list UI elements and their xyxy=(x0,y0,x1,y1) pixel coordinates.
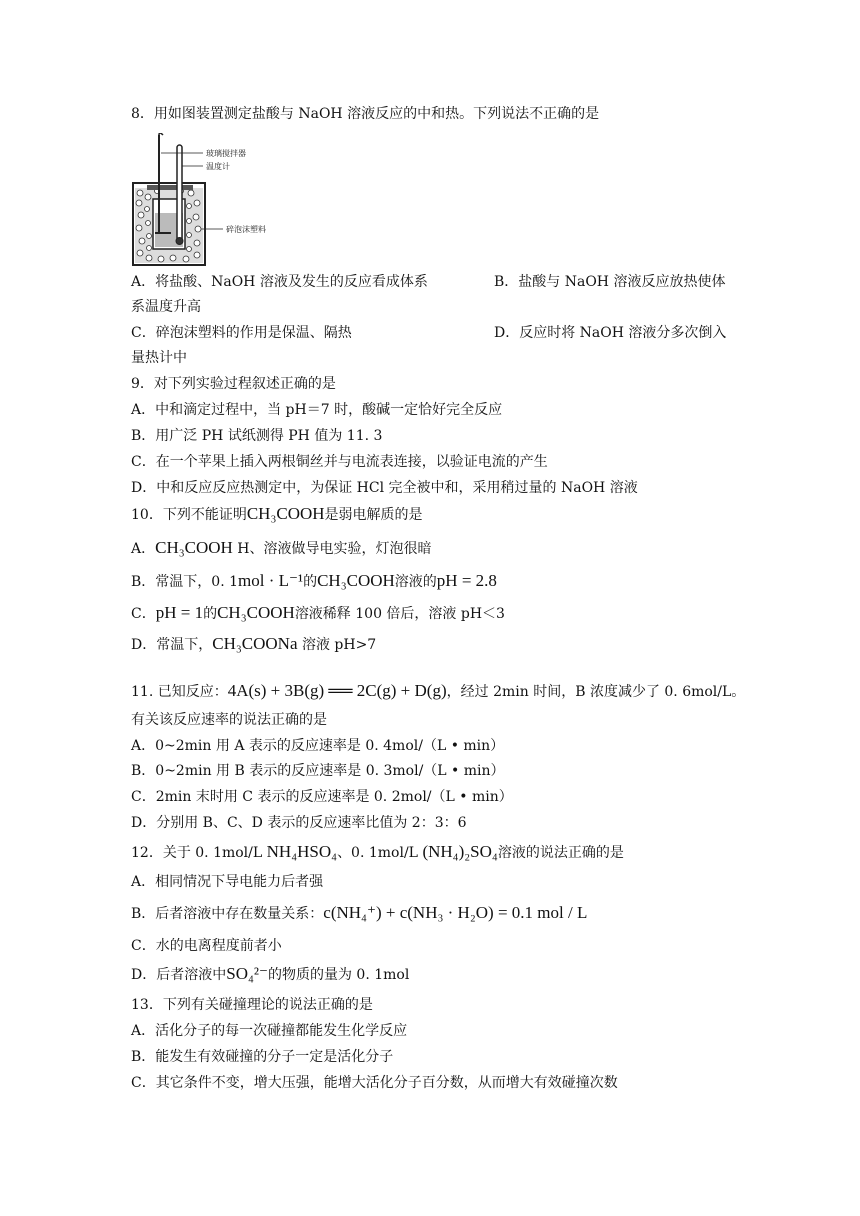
q12-stem xyxy=(131,842,624,863)
q9-option-a: A．中和滴定过程中，当 pH＝7 时，酸碱一定恰好完全反应 xyxy=(131,402,503,418)
q11-option-d: D．分别用 B、C、D 表示的反应速率比值为 2：3：6 xyxy=(131,815,467,831)
q10-d-prefix: D．常温下， xyxy=(131,637,213,653)
q10-c-ph: pH = 1 xyxy=(155,603,204,622)
q10-c-prefix: C． xyxy=(131,606,156,622)
label-stirrer: 玻璃搅拌器 xyxy=(206,149,246,158)
q10-c-suffix: 溶液稀释 100 倍后，溶液 pH＜3 xyxy=(294,606,505,622)
q10-option-a xyxy=(131,538,432,559)
q10-d-formula: CH₃COONa xyxy=(212,634,298,653)
q13-option-a: A．活化分子的每一次碰撞都能发生化学反应 xyxy=(131,1023,408,1039)
q10-stem xyxy=(131,504,423,525)
q10-b-unit: mol · L⁻¹ xyxy=(238,571,304,590)
q10-option-b xyxy=(131,571,497,592)
label-thermometer: 温度计 xyxy=(206,162,230,171)
q12-d-prefix: D．后者溶液中 xyxy=(131,967,227,983)
q12-option-d xyxy=(131,964,409,985)
q11-option-a: A．0~2min 用 A 表示的反应速率是 0. 4mol/（L • min） xyxy=(131,738,505,754)
q8-option-b: B．盐酸与 NaOH 溶液反应放热使体 xyxy=(494,274,726,290)
q13-stem: 13．下列有关碰撞理论的说法正确的是 xyxy=(131,997,373,1013)
q10-b-ph: pH = 2.8 xyxy=(436,571,497,590)
q10-b-mid2: 溶液的 xyxy=(394,574,437,590)
q13-option-b: B．能发生有效碰撞的分子一定是活化分子 xyxy=(131,1049,394,1065)
q11-stem-suffix: ，经过 2min 时间，B 浓度减少了 0. 6mol/L。 xyxy=(446,684,746,700)
q13-option-c: C．其它条件不变，增大压强，能增大活化分子百分数，从而增大有效碰撞次数 xyxy=(131,1075,618,1091)
q12-option-c: C．水的电离程度前者小 xyxy=(131,938,282,954)
q10-option-c xyxy=(131,603,505,624)
lid xyxy=(147,185,193,190)
label-foam: 碎泡沫塑料 xyxy=(226,225,266,234)
q10-b-prefix: B．常温下，0. 1 xyxy=(131,574,239,590)
q11-option-b: B．0~2min 用 B 表示的反应速率是 0. 3mol/（L • min） xyxy=(131,763,505,779)
q12-formula-2: (NH₄)₂SO₄ xyxy=(422,842,498,861)
q11-stem-prefix: 11. 已知反应： xyxy=(131,684,228,700)
q10-d-suffix: 溶液 pH>7 xyxy=(301,637,377,653)
q8-option-c: C．碎泡沫塑料的作用是保温、隔热 xyxy=(131,325,352,341)
q9-option-d: D．中和反应反应热测定中，为保证 HCl 完全被中和，采用稍过量的 NaOH 溶液 xyxy=(131,480,638,496)
q10-stem-formula: CH₃COOH xyxy=(246,504,325,523)
q10-c-formula: CH₃COOH xyxy=(217,603,295,622)
calorimeter-diagram xyxy=(131,133,291,269)
q10-stem-prefix: 10．下列不能证明 xyxy=(131,507,247,523)
q12-b-formula: c(NH₄⁺) + c(NH₃ · H₂O) = 0.1 mol / L xyxy=(323,903,588,922)
q8-option-a: A．将盐酸、NaOH 溶液及发生的反应看成体系 xyxy=(131,274,428,290)
q12-formula-1: NH₄HSO₄ xyxy=(266,842,338,861)
q12-b-prefix: B．后者溶液中存在数量关系： xyxy=(131,906,324,922)
q12-d-formula: SO₄²⁻ xyxy=(226,964,268,983)
q11-stem-line2: 有关该反应速率的说法正确的是 xyxy=(131,712,327,728)
q10-a-prefix: A． xyxy=(131,541,156,557)
q12-stem-prefix: 12．关于 0. 1mol/L xyxy=(131,845,263,861)
q10-a-suffix: H、溶液做导电实验，灯泡很暗 xyxy=(237,541,432,557)
q12-option-b xyxy=(131,903,587,924)
q11-option-c: C．2min 末时用 C 表示的反应速率是 0. 2mol/（L • min） xyxy=(131,789,513,805)
q9-option-c: C．在一个苹果上插入两根铜丝并与电流表连接，以验证电流的产生 xyxy=(131,454,548,470)
q11-stem xyxy=(131,681,745,702)
q8-option-d-cont: 量热计中 xyxy=(131,350,187,366)
q10-stem-suffix: 是弱电解质的是 xyxy=(324,507,423,523)
q9-stem: 9．对下列实验过程叙述正确的是 xyxy=(131,376,336,392)
q10-c-mid: 的 xyxy=(203,606,218,622)
q8-option-b-cont: 系温度升高 xyxy=(131,299,201,315)
q8-stem: 8．用如图装置测定盐酸与 NaOH 溶液反应的中和热。下列说法不正确的是 xyxy=(131,106,600,122)
q12-d-suffix: 的物质的量为 0. 1mol xyxy=(267,967,410,983)
q12-stem-suffix: 溶液的说法正确的是 xyxy=(497,845,624,861)
q9-option-b: B．用广泛 PH 试纸测得 PH 值为 11. 3 xyxy=(131,428,383,444)
q12-option-a: A．相同情况下导电能力后者强 xyxy=(131,874,324,890)
q10-b-formula: CH₃COOH xyxy=(317,571,395,590)
thermometer xyxy=(177,145,182,241)
q8-option-d: D．反应时将 NaOH 溶液分多次倒入 xyxy=(494,325,727,341)
q12-stem-mid: 、0. 1mol/L xyxy=(337,845,418,861)
q10-a-formula: CH₃COOH xyxy=(155,538,233,557)
q11-equation: 4A(s) + 3B(g) ══ 2C(g) + D(g) xyxy=(227,681,447,700)
q10-option-d xyxy=(131,634,376,655)
q10-b-mid: 的 xyxy=(303,574,318,590)
